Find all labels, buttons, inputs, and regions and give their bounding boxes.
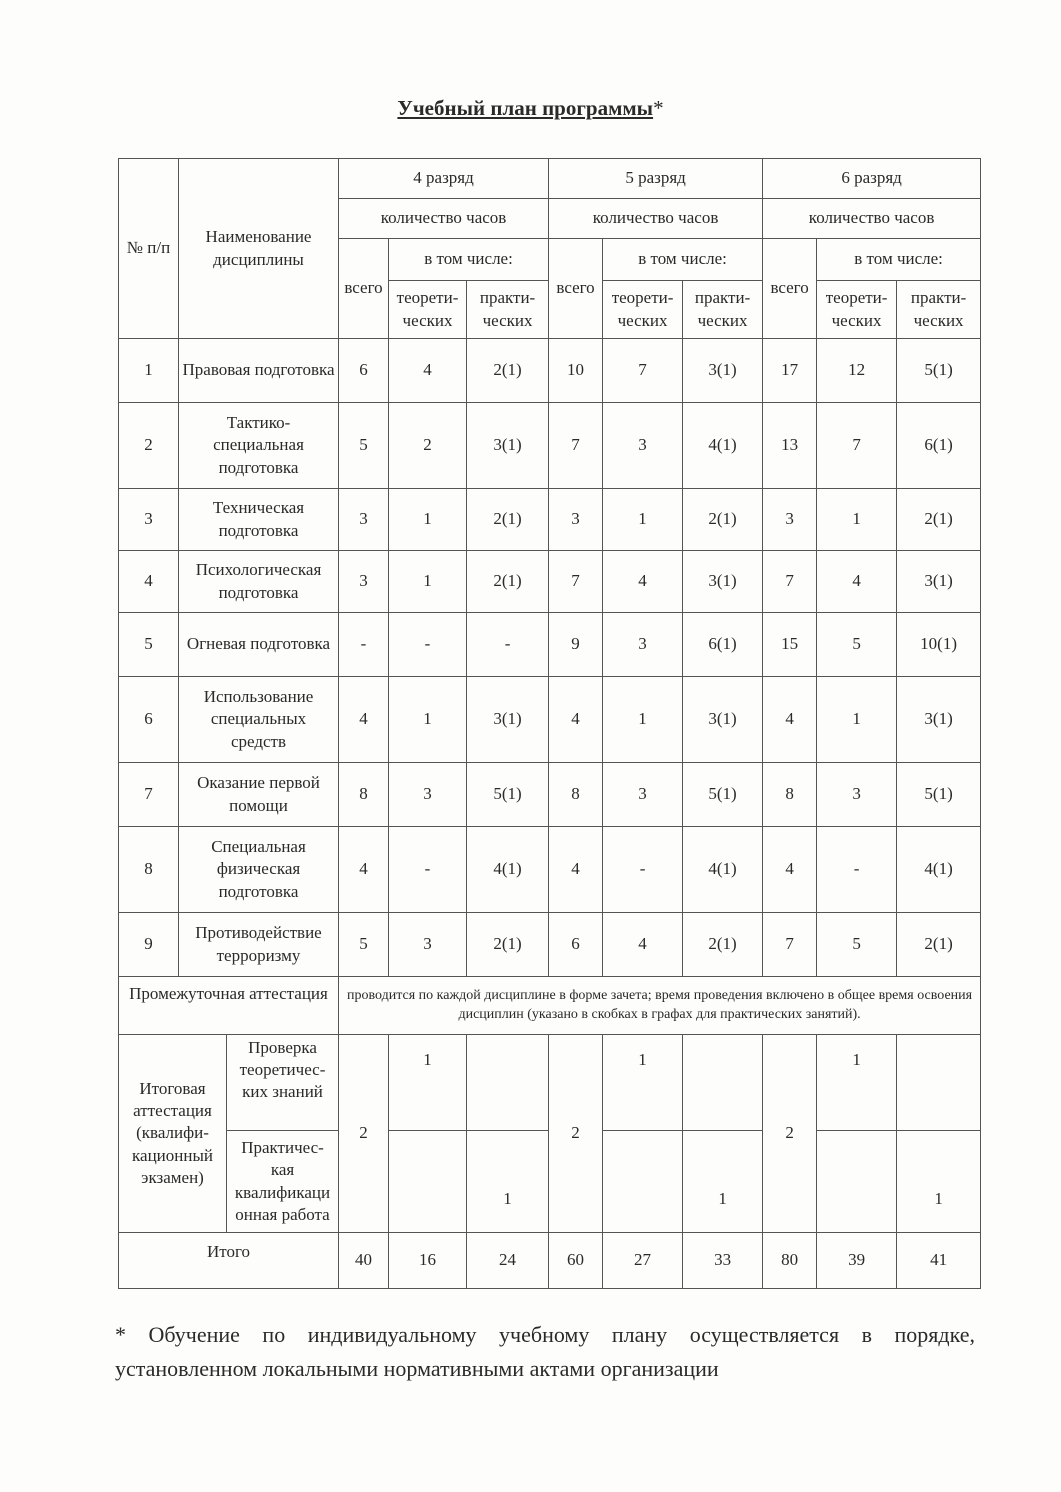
- hours-cell: 4(1): [683, 827, 763, 913]
- hours-cell: 1: [817, 489, 897, 551]
- header-theory: теорети-ческих: [603, 281, 683, 339]
- hours-cell: 4(1): [897, 827, 981, 913]
- hours-cell: 2(1): [467, 551, 549, 613]
- subject-row: [119, 763, 981, 827]
- hours-cell: 6(1): [897, 403, 981, 489]
- subject-name: Оказание первой помощи: [179, 763, 339, 827]
- hours-cell: 5: [339, 913, 389, 977]
- hours-cell: 1: [603, 489, 683, 551]
- empty-cell: [897, 1035, 981, 1131]
- hours-cell: 4: [763, 827, 817, 913]
- hours-cell: 3: [389, 763, 467, 827]
- hours-cell: 3: [817, 763, 897, 827]
- final-practice-4: 1: [467, 1131, 549, 1233]
- hours-cell: 8: [549, 763, 603, 827]
- final-total-6: 2: [763, 1035, 817, 1233]
- hours-cell: 3: [339, 489, 389, 551]
- hours-cell: 6: [549, 913, 603, 977]
- hours-cell: 3(1): [683, 677, 763, 763]
- subject-row: [119, 339, 981, 403]
- header-name: Наименование дисциплины: [179, 159, 339, 339]
- hours-cell: 1: [389, 551, 467, 613]
- summary-cell: 60: [549, 1233, 603, 1289]
- hours-cell: 10(1): [897, 613, 981, 677]
- row-number: 4: [119, 551, 179, 613]
- subject-row: [119, 613, 981, 677]
- hours-cell: 3(1): [897, 551, 981, 613]
- page-title: [0, 96, 1061, 121]
- hours-cell: 4: [339, 827, 389, 913]
- subject-name: Правовая подготовка: [179, 339, 339, 403]
- final-practice-6: 1: [897, 1131, 981, 1233]
- hours-cell: 3: [763, 489, 817, 551]
- hours-cell: 4: [603, 551, 683, 613]
- hours-cell: -: [389, 827, 467, 913]
- hours-cell: 7: [603, 339, 683, 403]
- subject-name: Тактико-специальная подготовка: [179, 403, 339, 489]
- subject-name: Специальная физическая подготовка: [179, 827, 339, 913]
- row-number: 8: [119, 827, 179, 913]
- summary-cell: 41: [897, 1233, 981, 1289]
- footnote: * Обучение по индивидуальному учебному плану осуществляется в порядке, установленном локальными нормативными актами организации: [115, 1322, 975, 1382]
- hours-cell: 9: [549, 613, 603, 677]
- empty-cell: [683, 1035, 763, 1131]
- hours-cell: 8: [763, 763, 817, 827]
- hours-cell: 15: [763, 613, 817, 677]
- header-total: всего: [339, 239, 389, 339]
- final-theory-4: 1: [389, 1035, 467, 1131]
- hours-cell: 3: [549, 489, 603, 551]
- hours-cell: 4: [389, 339, 467, 403]
- final-sub-practice: Практичес-кая квалификаци онная работа: [227, 1131, 339, 1233]
- header-theory: теорети-ческих: [817, 281, 897, 339]
- subject-row: [119, 403, 981, 489]
- hours-cell: -: [817, 827, 897, 913]
- header-including: в том числе:: [389, 239, 549, 281]
- header-practice: практи-ческих: [467, 281, 549, 339]
- summary-cell: 24: [467, 1233, 549, 1289]
- subject-name: Использование специальных средств: [179, 677, 339, 763]
- hours-cell: 2(1): [683, 489, 763, 551]
- title-text: Учебный план программы: [397, 96, 654, 120]
- row-number: 3: [119, 489, 179, 551]
- hours-cell: 4: [549, 827, 603, 913]
- hours-cell: 4: [763, 677, 817, 763]
- empty-cell: [817, 1131, 897, 1233]
- hours-cell: 3: [603, 403, 683, 489]
- hours-cell: 7: [817, 403, 897, 489]
- hours-cell: 12: [817, 339, 897, 403]
- hours-cell: 1: [389, 677, 467, 763]
- hours-cell: 2: [389, 403, 467, 489]
- hours-cell: 2(1): [467, 913, 549, 977]
- hours-cell: 2(1): [683, 913, 763, 977]
- hours-cell: 4: [339, 677, 389, 763]
- intermediate-label: Промежуточная аттестация: [119, 977, 339, 1035]
- subject-name: Техническая подготовка: [179, 489, 339, 551]
- hours-cell: 5(1): [467, 763, 549, 827]
- subject-row: [119, 827, 981, 913]
- header-practice: практи-ческих: [897, 281, 981, 339]
- header-theory: теорети-ческих: [389, 281, 467, 339]
- summary-cell: 39: [817, 1233, 897, 1289]
- hours-cell: -: [603, 827, 683, 913]
- title-footnote-mark: *: [653, 96, 664, 120]
- hours-cell: 2(1): [897, 489, 981, 551]
- summary-cell: 80: [763, 1233, 817, 1289]
- header-grade-6: 6 разряд: [763, 159, 981, 199]
- summary-row: [119, 1233, 981, 1289]
- hours-cell: -: [389, 613, 467, 677]
- hours-cell: 10: [549, 339, 603, 403]
- hours-cell: 13: [763, 403, 817, 489]
- hours-cell: 7: [549, 551, 603, 613]
- row-number: 9: [119, 913, 179, 977]
- hours-cell: 7: [549, 403, 603, 489]
- hours-cell: 4: [817, 551, 897, 613]
- subject-row: [119, 677, 981, 763]
- row-number: 1: [119, 339, 179, 403]
- empty-cell: [389, 1131, 467, 1233]
- hours-cell: 4: [603, 913, 683, 977]
- final-theory-5: 1: [603, 1035, 683, 1131]
- subject-row: [119, 489, 981, 551]
- hours-cell: 8: [339, 763, 389, 827]
- summary-cell: 40: [339, 1233, 389, 1289]
- subject-row: [119, 913, 981, 977]
- curriculum-table: [118, 158, 981, 1289]
- hours-cell: 5(1): [897, 763, 981, 827]
- summary-cell: 27: [603, 1233, 683, 1289]
- hours-cell: 3: [603, 763, 683, 827]
- header-num: № п/п: [119, 159, 179, 339]
- hours-cell: -: [339, 613, 389, 677]
- subject-name: Психологическая подготовка: [179, 551, 339, 613]
- hours-cell: 3(1): [467, 403, 549, 489]
- hours-cell: 2(1): [897, 913, 981, 977]
- subject-row: [119, 551, 981, 613]
- hours-cell: 3: [339, 551, 389, 613]
- hours-cell: 5(1): [897, 339, 981, 403]
- row-number: 7: [119, 763, 179, 827]
- hours-cell: 3(1): [467, 677, 549, 763]
- hours-cell: 5: [339, 403, 389, 489]
- header-including: в том числе:: [817, 239, 981, 281]
- header-grade-4: 4 разряд: [339, 159, 549, 199]
- header-grade-5: 5 разряд: [549, 159, 763, 199]
- hours-cell: 3: [389, 913, 467, 977]
- intermediate-note: проводится по каждой дисциплине в форме зачета; время проведения включено в общее время освоения дисциплин (указано в скобках в графах для практических занятий).: [339, 977, 981, 1035]
- empty-cell: [467, 1035, 549, 1131]
- hours-cell: 4(1): [467, 827, 549, 913]
- hours-cell: 1: [603, 677, 683, 763]
- header-practice: практи-ческих: [683, 281, 763, 339]
- hours-cell: 5: [817, 613, 897, 677]
- hours-cell: 1: [389, 489, 467, 551]
- summary-label: Итого: [119, 1233, 339, 1289]
- row-number: 5: [119, 613, 179, 677]
- hours-cell: 7: [763, 913, 817, 977]
- header-hours: количество часов: [763, 199, 981, 239]
- final-total-4: 2: [339, 1035, 389, 1233]
- row-number: 6: [119, 677, 179, 763]
- final-label: Итоговая аттестация (квалифи-кационный экзамен): [119, 1035, 227, 1233]
- hours-cell: 3: [603, 613, 683, 677]
- hours-cell: 1: [817, 677, 897, 763]
- header-total: всего: [549, 239, 603, 339]
- hours-cell: 2(1): [467, 339, 549, 403]
- subject-name: Противодействие терроризму: [179, 913, 339, 977]
- final-sub-theory: Проверка теоретичес-ких знаний: [227, 1035, 339, 1131]
- hours-cell: 3(1): [683, 551, 763, 613]
- hours-cell: 3(1): [683, 339, 763, 403]
- hours-cell: 6: [339, 339, 389, 403]
- hours-cell: 3(1): [897, 677, 981, 763]
- hours-cell: 4(1): [683, 403, 763, 489]
- subject-name: Огневая подготовка: [179, 613, 339, 677]
- hours-cell: 2(1): [467, 489, 549, 551]
- final-theory-6: 1: [817, 1035, 897, 1131]
- hours-cell: 7: [763, 551, 817, 613]
- hours-cell: 5: [817, 913, 897, 977]
- summary-cell: 33: [683, 1233, 763, 1289]
- header-total: всего: [763, 239, 817, 339]
- hours-cell: 17: [763, 339, 817, 403]
- hours-cell: 6(1): [683, 613, 763, 677]
- header-hours: количество часов: [339, 199, 549, 239]
- final-practice-5: 1: [683, 1131, 763, 1233]
- empty-cell: [603, 1131, 683, 1233]
- final-total-5: 2: [549, 1035, 603, 1233]
- hours-cell: 5(1): [683, 763, 763, 827]
- subject-rows: [119, 339, 981, 977]
- row-number: 2: [119, 403, 179, 489]
- hours-cell: 4: [549, 677, 603, 763]
- summary-cell: 16: [389, 1233, 467, 1289]
- header-hours: количество часов: [549, 199, 763, 239]
- header-including: в том числе:: [603, 239, 763, 281]
- hours-cell: -: [467, 613, 549, 677]
